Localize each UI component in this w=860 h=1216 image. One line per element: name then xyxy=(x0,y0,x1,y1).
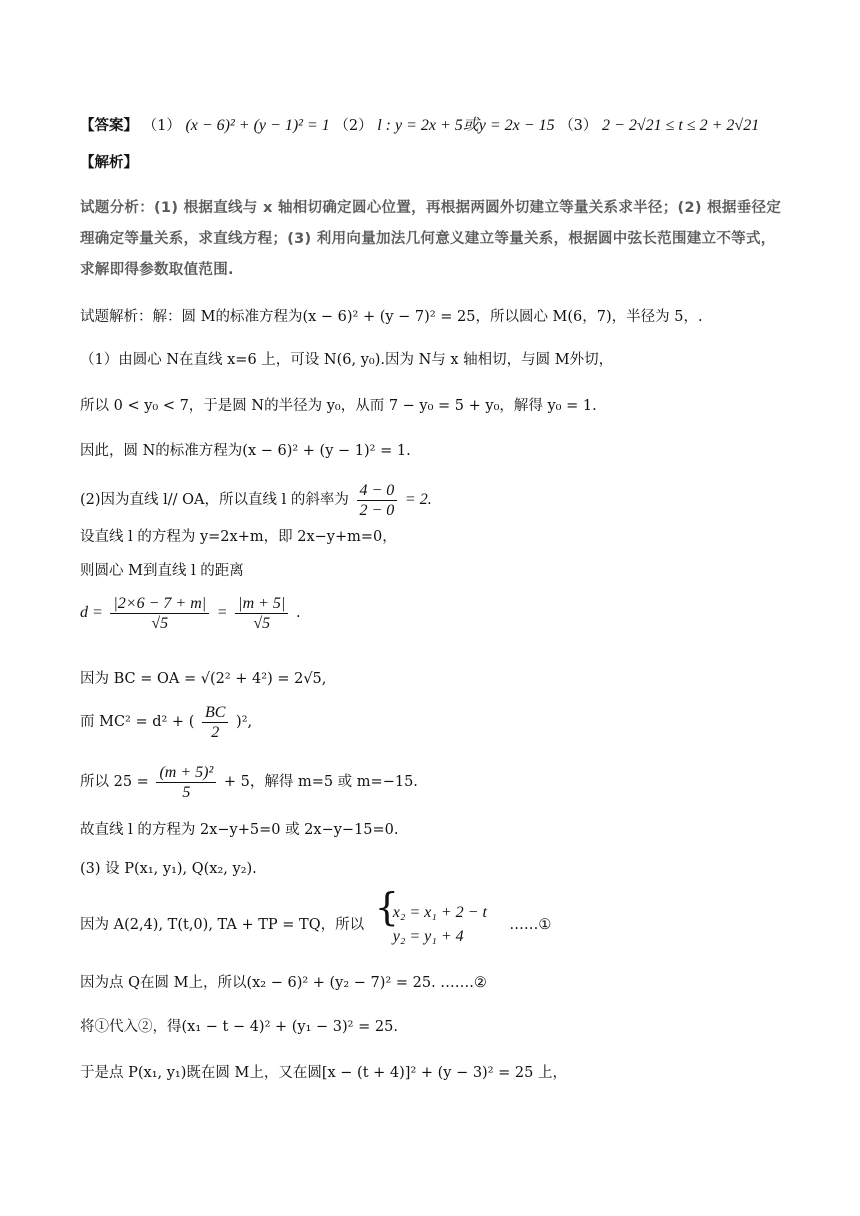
solution-line-2: （1）由圆心 N在直线 x=6 上，可设 N(6, y₀).因为 N与 x 轴相切，与圆 M外切， xyxy=(80,352,614,368)
distance-fraction-1 xyxy=(110,594,209,633)
slope-denominator: 2 − 0 xyxy=(359,501,395,519)
answer-part2-tag: （2） xyxy=(334,118,373,134)
distance-numerator-1: |2×6 − 7 + m| xyxy=(110,594,209,614)
answer-line xyxy=(80,116,759,136)
answer-part3-tag: （3） xyxy=(559,118,598,134)
slope-fraction xyxy=(357,481,398,520)
solution-line-6: 设直线 l 的方程为 y=2x+m，即 2x−y+m=0， xyxy=(80,529,397,545)
system-eq-2: y₂ = y₁ + 4 xyxy=(392,928,464,945)
l5-post: = 2. xyxy=(404,491,432,508)
solution-line-4: 因此，圆 N的标准方程为(x − 6)² + (y − 1)² = 1. xyxy=(80,443,411,459)
answer-part1-tag: （1） xyxy=(142,118,181,134)
system-eq-1: x₂ = x₁ + 2 − t xyxy=(392,904,487,921)
answer-part3-expr: 2 − 2√21 ≤ t ≤ 2 + 2√21 xyxy=(602,117,760,134)
distance-denominator-1: √5 xyxy=(151,614,169,632)
solution-line-12: 故直线 l 的方程为 2x−y+5=0 或 2x−y−15=0. xyxy=(80,822,399,838)
slope-numerator: 4 − 0 xyxy=(357,481,398,501)
solution-line-11 xyxy=(80,762,418,802)
solution-line-17: 于是点 P(x₁, y₁)既在圆 M上，又在圆[x − (t + 4)]² + (y − 3)² = 25 上， xyxy=(80,1065,567,1081)
solution-line-5 xyxy=(80,480,432,520)
l8-post: . xyxy=(295,605,301,621)
solution-line-16: 将①代入②，得(x₁ − t − 4)² + (y₁ − 3)² = 25. xyxy=(80,1019,398,1035)
solution-line-7: 则圆心 M到直线 l 的距离 xyxy=(80,563,244,579)
analysis-label: 【解析】 xyxy=(80,154,138,171)
l11-pre: 所以 25 = xyxy=(80,774,149,790)
answer-part1-expr: (x − 6)² + (y − 1)² = 1 xyxy=(185,117,330,134)
solution-line-3: 所以 0 < y₀ < 7，于是圆 N的半径为 y₀，从而 7 − y₀ = 5 + y₀，解得 y₀ = 1. xyxy=(80,398,597,414)
distance-numerator-2: |m + 5| xyxy=(235,594,288,614)
equation-mark-1: ……① xyxy=(509,917,552,933)
l10-post: )², xyxy=(236,714,253,730)
summary-line: 理确定等量关系，求直线方程；(3) 利用向量加法几何意义建立等量关系，根据圆中弦长范围建立不等式， xyxy=(80,231,776,247)
distance-fraction-2 xyxy=(235,594,288,633)
l10-pre: 而 MC² = d² + ( xyxy=(80,714,195,730)
solution-line-8 xyxy=(80,593,301,633)
l5-pre: (2)因为直线 l// OA，所以直线 l 的斜率为 xyxy=(80,492,349,508)
summary-line: 求解即得参数取值范围. xyxy=(80,262,234,278)
vector-system xyxy=(374,885,505,949)
summary-line: 试题分析：(1) 根据直线与 x 轴相切确定圆心位置，再根据两圆外切建立等量关系求半径；(2) 根据垂径定 xyxy=(80,200,782,216)
l8-eq: = xyxy=(216,604,228,621)
answer-label: 【答案】 xyxy=(80,117,138,134)
left-brace: { xyxy=(374,885,399,929)
solution-line-10 xyxy=(80,702,252,742)
solution-line-1: 试题解析：解：圆 M的标准方程为(x − 6)² + (y − 7)² = 25，所以圆心 M(6，7)，半径为 5，. xyxy=(80,309,703,325)
solution-line-13: (3) 设 P(x₁, y₁), Q(x₂, y₂). xyxy=(80,861,257,877)
solution-line-15: 因为点 Q在圆 M上，所以(x₂ − 6)² + (y₂ − 7)² = 25. …….② xyxy=(80,975,487,991)
solution-line-9: 因为 BC = OA = √(2² + 4²) = 2√5, xyxy=(80,671,327,687)
l14-pre: 因为 A(2,4), T(t,0), TA + TP = TQ，所以 xyxy=(80,917,365,933)
l11-post: + 5，解得 m=5 或 m=−15. xyxy=(223,774,418,790)
l8-pre: d = xyxy=(80,604,103,621)
analysis-summary xyxy=(80,193,790,285)
bc-half-numerator: BC xyxy=(202,703,228,723)
m-denominator: 5 xyxy=(182,783,191,801)
solution-line-14 xyxy=(80,885,552,949)
bc-half-fraction xyxy=(202,703,228,742)
bc-half-denominator: 2 xyxy=(211,723,220,741)
answer-part2-expr: l : y = 2x + 5或y = 2x − 15 xyxy=(377,117,555,134)
m-fraction xyxy=(156,763,216,802)
distance-denominator-2: √5 xyxy=(253,614,271,632)
m-numerator: (m + 5)² xyxy=(156,763,216,783)
